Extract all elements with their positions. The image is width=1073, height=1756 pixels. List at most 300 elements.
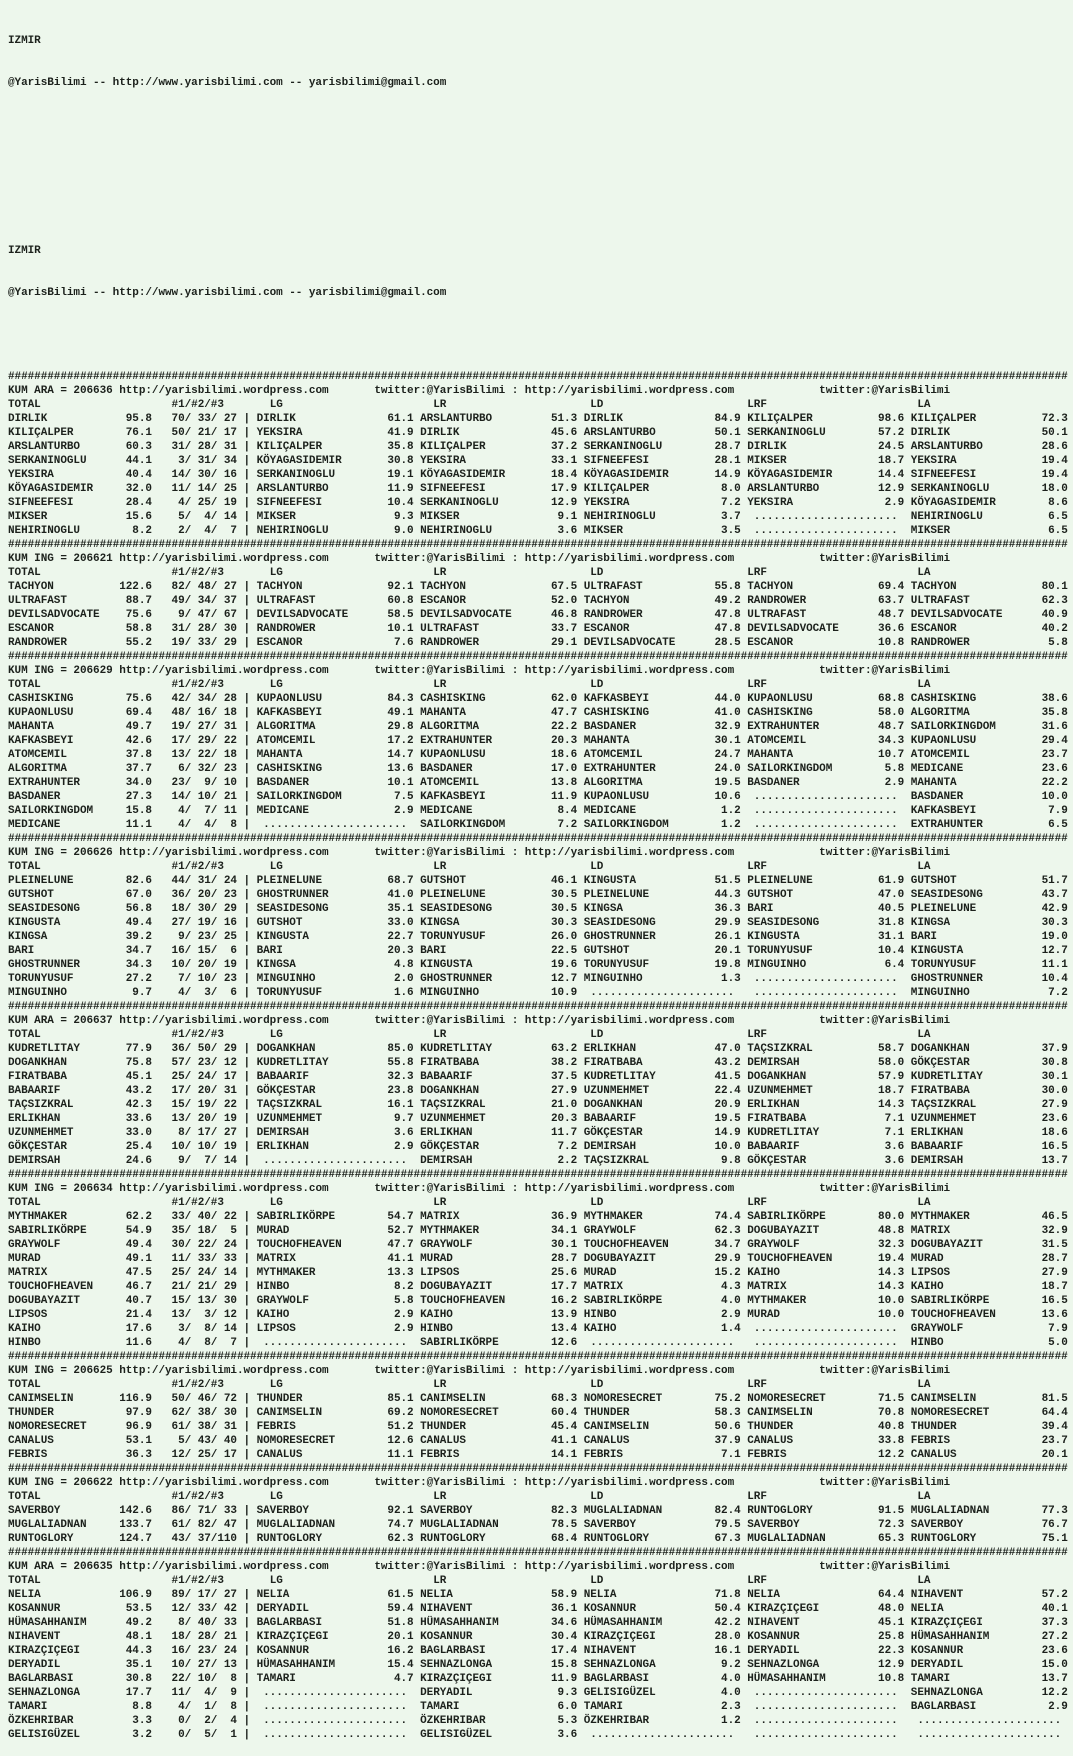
column-header: LD <box>590 679 604 691</box>
column-header: LR <box>433 1575 447 1587</box>
place-counts: 16/ 15/ 6 <box>165 945 237 957</box>
ld-cell: MUGLALIADNAN 82.4 <box>583 1505 741 1517</box>
total-value: 122.6 <box>99 581 152 593</box>
place-counts: 61/ 82/ 47 <box>165 1519 237 1531</box>
la-cell: ARSLANTURBO 28.6 <box>910 441 1068 453</box>
column-header: LRF <box>747 1379 767 1391</box>
ld-cell: TACHYON 49.2 <box>583 595 741 607</box>
spacer <box>8 202 1073 216</box>
la-cell: ULTRAFAST 62.3 <box>910 595 1068 607</box>
lr-cell: SAILORKINGDOM 7.2 <box>420 819 578 831</box>
column-header-row <box>8 566 1073 580</box>
lrf-cell: ...................... <box>747 1715 905 1727</box>
lr-cell: MATRIX 36.9 <box>420 1211 578 1223</box>
table-row: GÖKÇESTAR 25.4 10/ 10/ 19 | ERLIKHAN 2.9 GÖKÇESTAR 7.2 DEMIRSAH 10.0 BABAARIF 3.6 BABAARIF 16.5 <box>8 1141 1068 1153</box>
ld-cell: SEASIDESONG 29.9 <box>583 917 741 929</box>
place-counts: 7/ 10/ 23 <box>165 973 237 985</box>
la-cell: SABIRLIKÖRPE 16.5 <box>910 1295 1068 1307</box>
horse-name: MAHANTA <box>8 721 100 733</box>
table-row: RANDROWER 55.2 19/ 33/ 29 | ESCANOR 7.6 RANDROWER 29.1 DEVILSADVOCATE 28.5 ESCANOR 10.8 RANDROWER 5.8 <box>8 637 1068 649</box>
column-header: LG <box>269 1575 283 1587</box>
lg-cell: ATOMCEMIL 17.2 <box>256 735 414 747</box>
column-header: LA <box>917 567 931 579</box>
lg-cell: SEASIDESONG 35.1 <box>256 903 414 915</box>
lg-cell: CASHISKING 13.6 <box>256 763 414 775</box>
place-counts: 17/ 20/ 31 <box>165 1085 237 1097</box>
place-counts: 10/ 27/ 13 <box>165 1659 237 1671</box>
lrf-cell: HÜMASAHHANIM 10.8 <box>747 1673 905 1685</box>
total-value: 15.8 <box>99 805 152 817</box>
horse-name: SERKANINOGLU <box>8 455 100 467</box>
place-counts: 12/ 33/ 42 <box>165 1603 237 1615</box>
lg-cell: THUNDER 85.1 <box>256 1393 414 1405</box>
la-cell: ERLIKHAN 18.6 <box>910 1127 1068 1139</box>
table-row: KIRAZÇIÇEGI 44.3 16/ 23/ 24 | KOSANNUR 16.2 BAGLARBASI 17.4 NIHAVENT 16.1 DERYADIL 22.3 KOSANNUR 23.6 <box>8 1645 1068 1657</box>
total-value: 42.3 <box>99 1099 152 1111</box>
column-header: TOTAL <box>8 567 41 579</box>
total-value: 56.8 <box>99 903 152 915</box>
total-value: 67.0 <box>99 889 152 901</box>
lr-cell: GHOSTRUNNER 12.7 <box>420 973 578 985</box>
table-row: SEHNAZLONGA 17.7 11/ 4/ 9 | ...................... DERYADIL 9.3 GELISIGÜZEL 4.0 ...................... SEHNAZLONGA 12.2 <box>8 1687 1068 1699</box>
column-header: #1/#2/#3 <box>171 1197 224 1209</box>
lrf-cell: MATRIX 14.3 <box>747 1281 905 1293</box>
table-row: RUNTOGLORY 124.7 43/ 37/110 | RUNTOGLORY 62.3 RUNTOGLORY 68.4 RUNTOGLORY 67.3 MUGLALIADNAN 65.3 RUNTOGLORY 75.1 <box>8 1533 1068 1545</box>
lr-cell: KILIÇALPER 37.2 <box>420 441 578 453</box>
lrf-cell: KUDRETLITAY 7.1 <box>747 1127 905 1139</box>
lrf-cell: KIRAZÇIÇEGI 48.0 <box>747 1603 905 1615</box>
place-counts: 10/ 20/ 19 <box>165 959 237 971</box>
la-cell: TACHYON 80.1 <box>910 581 1068 593</box>
la-cell: ...................... <box>910 1715 1068 1727</box>
ld-cell: MEDICANE 1.2 <box>583 805 741 817</box>
lr-cell: DEMIRSAH 2.2 <box>420 1155 578 1167</box>
total-value: 36.3 <box>99 1449 152 1461</box>
section-title: KUM ING = 206634 <box>8 1183 113 1195</box>
column-header: LR <box>433 1197 447 1209</box>
place-counts: 6/ 32/ 23 <box>165 763 237 775</box>
lr-cell: HINBO 13.4 <box>420 1323 578 1335</box>
horse-name: DERYADIL <box>8 1659 100 1671</box>
column-header: LR <box>433 567 447 579</box>
table-row: DIRLIK 95.8 70/ 33/ 27 | DIRLIK 61.1 ARSLANTURBO 51.3 DIRLIK 84.9 KILIÇALPER 98.6 KILIÇALPER 72.3 <box>8 413 1068 425</box>
place-counts: 16/ 23/ 24 <box>165 1645 237 1657</box>
total-value: 60.3 <box>99 441 152 453</box>
lrf-cell: MINGUINHO 6.4 <box>747 959 905 971</box>
place-counts: 8/ 40/ 33 <box>165 1617 237 1629</box>
total-value: 8.2 <box>99 525 152 537</box>
la-cell: ...................... <box>910 1729 1068 1741</box>
ld-cell: KOSANNUR 50.4 <box>583 1603 741 1615</box>
lg-cell: SIFNEEFESI 10.4 <box>256 497 414 509</box>
la-cell: KINGSA 30.3 <box>910 917 1068 929</box>
ld-cell: UZUNMEHMET 22.4 <box>583 1085 741 1097</box>
lg-cell: ERLIKHAN 2.9 <box>256 1141 414 1153</box>
total-value: 95.8 <box>99 413 152 425</box>
twitter-handle: twitter:@YarisBilimi <box>374 1561 506 1573</box>
table-row: FEBRIS 36.3 12/ 25/ 17 | CANALUS 11.1 FEBRIS 14.1 FEBRIS 7.1 FEBRIS 12.2 CANALUS 20.1 <box>8 1449 1068 1461</box>
section-divider: ################################################################################################################################################################## <box>8 1547 1068 1559</box>
twitter-handle: twitter:@YarisBilimi <box>374 385 506 397</box>
place-counts: 89/ 17/ 27 <box>165 1589 237 1601</box>
total-value: 124.7 <box>99 1533 152 1545</box>
horse-name: DOGANKHAN <box>8 1057 100 1069</box>
la-cell: BABAARIF 16.5 <box>910 1141 1068 1153</box>
lr-cell: ÖZKEHRIBAR 5.3 <box>420 1715 578 1727</box>
lrf-cell: MUGLALIADNAN 65.3 <box>747 1533 905 1545</box>
place-counts: 21/ 21/ 29 <box>165 1281 237 1293</box>
section-header: KUM ING = 206626 http://yarisbilimi.wordpress.com twitter:@YarisBilimi : http://yarisbilimi.wordpress.com twitter:@YarisBilimi <box>8 847 950 859</box>
total-value: 75.6 <box>99 609 152 621</box>
total-value: 53.1 <box>99 1435 152 1447</box>
la-cell: UZUNMEHMET 23.6 <box>910 1113 1068 1125</box>
lrf-cell: ...................... <box>747 805 905 817</box>
total-value: 11.1 <box>99 819 152 831</box>
horse-name: KINGUSTA <box>8 917 100 929</box>
column-header: LD <box>590 567 604 579</box>
lr-cell: NEHIRINOGLU 3.6 <box>420 525 578 537</box>
column-header: LR <box>433 1379 447 1391</box>
twitter-handle: twitter:@YarisBilimi <box>374 665 506 677</box>
lr-cell: ESCANOR 52.0 <box>420 595 578 607</box>
column-header: LD <box>590 861 604 873</box>
table-row: CANIMSELIN 116.9 50/ 46/ 72 | THUNDER 85.1 CANIMSELIN 68.3 NOMORESECRET 75.2 NOMORESECRET 71.5 CANIMSELIN 81.5 <box>8 1393 1068 1405</box>
horse-name: FEBRIS <box>8 1449 100 1461</box>
table-row: TOUCHOFHEAVEN 46.7 21/ 21/ 29 | HINBO 8.2 DOGUBAYAZIT 17.7 MATRIX 4.3 MATRIX 14.3 KAIHO 18.7 <box>8 1281 1068 1293</box>
la-cell: YEKSIRA 19.4 <box>910 455 1068 467</box>
ld-cell: ATOMCEMIL 24.7 <box>583 749 741 761</box>
ld-cell: RUNTOGLORY 67.3 <box>583 1533 741 1545</box>
spacer <box>8 160 1073 174</box>
table-row: EXTRAHUNTER 34.0 23/ 9/ 10 | BASDANER 10.1 ATOMCEMIL 13.8 ALGORITMA 19.5 BASDANER 2.9 MAHANTA 22.2 <box>8 777 1068 789</box>
lg-cell: ESCANOR 7.6 <box>256 637 414 649</box>
lr-cell: FIRATBABA 38.2 <box>420 1057 578 1069</box>
column-header: LRF <box>747 1491 767 1503</box>
twitter-handle: twitter:@YarisBilimi <box>819 847 950 859</box>
lg-cell: NELIA 61.5 <box>256 1589 414 1601</box>
lrf-cell: TAÇSIZKRAL 58.7 <box>747 1043 905 1055</box>
place-counts: 14/ 10/ 21 <box>165 791 237 803</box>
horse-name: EXTRAHUNTER <box>8 777 100 789</box>
lrf-cell: NOMORESECRET 71.5 <box>747 1393 905 1405</box>
lg-cell: MYTHMAKER 13.3 <box>256 1267 414 1279</box>
total-value: 45.1 <box>99 1071 152 1083</box>
lrf-cell: ...................... <box>747 1323 905 1335</box>
la-cell: ATOMCEMIL 23.7 <box>910 749 1068 761</box>
section-title: KUM ARA = 206636 <box>8 385 113 397</box>
place-counts: 9/ 47/ 67 <box>165 609 237 621</box>
total-value: 44.3 <box>99 1645 152 1657</box>
table-row: CASHISKING 75.6 42/ 34/ 28 | KUPAONLUSU 84.3 CASHISKING 62.0 KAFKASBEYI 44.0 KUPAONLUSU 68.8 CASHISKING 38.6 <box>8 693 1068 705</box>
place-counts: 18/ 28/ 21 <box>165 1631 237 1643</box>
wordpress-url: http://yarisbilimi.wordpress.com <box>119 847 329 859</box>
la-cell: SEHNAZLONGA 12.2 <box>910 1687 1068 1699</box>
lr-cell: RUNTOGLORY 68.4 <box>420 1533 578 1545</box>
horse-name: ÖZKEHRIBAR <box>8 1715 100 1727</box>
la-cell: MATRIX 32.9 <box>910 1225 1068 1237</box>
column-header: #1/#2/#3 <box>171 567 224 579</box>
lr-cell: TACHYON 67.5 <box>420 581 578 593</box>
ld-cell: KIRAZÇIÇEGI 28.0 <box>583 1631 741 1643</box>
table-row: KINGUSTA 49.4 27/ 19/ 16 | GUTSHOT 33.0 KINGSA 30.3 SEASIDESONG 29.9 SEASIDESONG 31.8 KINGSA 30.3 <box>8 917 1068 929</box>
lg-cell: LIPSOS 2.9 <box>256 1323 414 1335</box>
place-counts: 42/ 34/ 28 <box>165 693 237 705</box>
lr-cell: KINGSA 30.3 <box>420 917 578 929</box>
lr-cell: PLEINELUNE 30.5 <box>420 889 578 901</box>
horse-name: ESCANOR <box>8 623 100 635</box>
twitter-handle: twitter:@YarisBilimi <box>374 1477 506 1489</box>
lr-cell: MEDICANE 8.4 <box>420 805 578 817</box>
place-counts: 57/ 23/ 12 <box>165 1057 237 1069</box>
la-cell: CANALUS 20.1 <box>910 1449 1068 1461</box>
column-header: LD <box>590 1197 604 1209</box>
horse-name: KÖYAGASIDEMIR <box>8 483 100 495</box>
lrf-cell: MIKSER 18.7 <box>747 455 905 467</box>
lrf-cell: KAIHO 14.3 <box>747 1267 905 1279</box>
column-header: LA <box>917 399 931 411</box>
horse-name: TOUCHOFHEAVEN <box>8 1281 100 1293</box>
lg-cell: MUGLALIADNAN 74.7 <box>256 1519 414 1531</box>
wordpress-url: http://yarisbilimi.wordpress.com <box>524 1561 735 1573</box>
horse-name: MINGUINHO <box>8 987 100 999</box>
la-cell: SAVERBOY 76.7 <box>910 1519 1068 1531</box>
table-row: DERYADIL 35.1 10/ 27/ 13 | HÜMASAHHANIM 15.4 SEHNAZLONGA 15.8 SEHNAZLONGA 9.2 SEHNAZLONGA 12.9 DERYADIL 15.0 <box>8 1659 1068 1671</box>
total-value: 69.4 <box>99 707 152 719</box>
table-row: HINBO 11.6 4/ 8/ 7 | ...................... SABIRLIKÖRPE 12.6 ...................... ...................... HINBO 5.0 <box>8 1337 1068 1349</box>
place-counts: 12/ 25/ 17 <box>165 1449 237 1461</box>
la-cell: FIRATBABA 30.0 <box>910 1085 1068 1097</box>
ld-cell: KILIÇALPER 8.0 <box>583 483 741 495</box>
lrf-cell: YEKSIRA 2.9 <box>747 497 905 509</box>
column-header: LG <box>269 1379 283 1391</box>
horse-name: NIHAVENT <box>8 1631 100 1643</box>
table-row: BAGLARBASI 30.8 22/ 10/ 8 | TAMARI 4.7 KIRAZÇIÇEGI 11.9 BAGLARBASI 4.0 HÜMASAHHANIM 10.8 TAMARI 13.7 <box>8 1673 1068 1685</box>
lg-cell: KUDRETLITAY 55.8 <box>256 1057 414 1069</box>
column-header: LG <box>269 399 283 411</box>
place-counts: 0/ 5/ 1 <box>165 1729 237 1741</box>
total-value: 40.4 <box>99 469 152 481</box>
la-cell: GÖKÇESTAR 30.8 <box>910 1057 1068 1069</box>
la-cell: DEVILSADVOCATE 40.9 <box>910 609 1068 621</box>
column-header-row <box>8 1028 1073 1042</box>
lr-cell: ARSLANTURBO 51.3 <box>420 413 578 425</box>
place-counts: 11/ 14/ 25 <box>165 483 237 495</box>
lrf-cell: UZUNMEHMET 18.7 <box>747 1085 905 1097</box>
total-value: 17.6 <box>99 1323 152 1335</box>
twitter-handle: twitter:@YarisBilimi <box>819 1365 950 1377</box>
total-value: 34.0 <box>99 777 152 789</box>
total-value: 11.6 <box>99 1337 152 1349</box>
ld-cell: ULTRAFAST 55.8 <box>583 581 741 593</box>
lg-cell: NOMORESECRET 12.6 <box>256 1435 414 1447</box>
wordpress-url: http://yarisbilimi.wordpress.com <box>119 1477 329 1489</box>
lr-cell: ERLIKHAN 11.7 <box>420 1127 578 1139</box>
lr-cell: GELISIGÜZEL 3.6 <box>420 1729 578 1741</box>
la-cell: BAGLARBASI 2.9 <box>910 1701 1068 1713</box>
lg-cell: UZUNMEHMET 9.7 <box>256 1113 414 1125</box>
ld-cell: MINGUINHO 1.3 <box>583 973 741 985</box>
section-divider: ################################################################################################################################################################## <box>8 539 1068 551</box>
total-value: 49.4 <box>99 917 152 929</box>
place-counts: 19/ 33/ 29 <box>165 637 237 649</box>
table-row: BASDANER 27.3 14/ 10/ 21 | SAILORKINGDOM 7.5 KAFKASBEYI 11.9 KUPAONLUSU 10.6 ...................... BASDANER 10.0 <box>8 791 1068 803</box>
lr-cell: CANALUS 41.1 <box>420 1435 578 1447</box>
place-counts: 10/ 10/ 19 <box>165 1141 237 1153</box>
horse-name: GHOSTRUNNER <box>8 959 100 971</box>
lg-cell: KILIÇALPER 35.8 <box>256 441 414 453</box>
total-value: 17.7 <box>99 1687 152 1699</box>
total-value: 30.8 <box>99 1673 152 1685</box>
lg-cell: TORUNYUSUF 1.6 <box>256 987 414 999</box>
table-row: GHOSTRUNNER 34.3 10/ 20/ 19 | KINGSA 4.8 KINGUSTA 19.6 TORUNYUSUF 19.8 MINGUINHO 6.4 TORUNYUSUF 11.1 <box>8 959 1068 971</box>
lr-cell: SERKANINOGLU 12.9 <box>420 497 578 509</box>
table-row: MUGLALIADNAN 133.7 61/ 82/ 47 | MUGLALIADNAN 74.7 MUGLALIADNAN 78.5 SAVERBOY 79.5 SAVERBOY 72.3 SAVERBOY 76.7 <box>8 1519 1068 1531</box>
lg-cell: CANALUS 11.1 <box>256 1449 414 1461</box>
lrf-cell: GUTSHOT 47.0 <box>747 889 905 901</box>
horse-name: CASHISKING <box>8 693 100 705</box>
column-header: #1/#2/#3 <box>171 1491 224 1503</box>
place-counts: 17/ 29/ 22 <box>165 735 237 747</box>
lrf-cell: DEMIRSAH 58.0 <box>747 1057 905 1069</box>
la-cell: CASHISKING 38.6 <box>910 693 1068 705</box>
ld-cell: GHOSTRUNNER 26.1 <box>583 931 741 943</box>
total-value: 3.2 <box>99 1729 152 1741</box>
total-value: 75.6 <box>99 693 152 705</box>
lrf-cell: THUNDER 40.8 <box>747 1421 905 1433</box>
lrf-cell: GRAYWOLF 32.3 <box>747 1239 905 1251</box>
ld-cell: DOGUBAYAZIT 29.9 <box>583 1253 741 1265</box>
total-value: 27.3 <box>99 791 152 803</box>
lg-cell: MURAD 52.7 <box>256 1225 414 1237</box>
ld-cell: ...................... <box>583 1729 741 1741</box>
lrf-cell: ATOMCEMIL 34.3 <box>747 735 905 747</box>
total-value: 34.7 <box>99 945 152 957</box>
la-cell: FEBRIS 23.7 <box>910 1435 1068 1447</box>
table-row: NOMORESECRET 96.9 61/ 38/ 31 | FEBRIS 51.2 THUNDER 45.4 CANIMSELIN 50.6 THUNDER 40.8 THUNDER 39.4 <box>8 1421 1068 1433</box>
twitter-handle: twitter:@YarisBilimi <box>374 553 506 565</box>
table-row: LIPSOS 21.4 13/ 3/ 12 | KAIHO 2.9 KAIHO 13.9 HINBO 2.9 MURAD 10.0 TOUCHOFHEAVEN 13.6 <box>8 1309 1068 1321</box>
la-cell: TAÇSIZKRAL 27.9 <box>910 1099 1068 1111</box>
horse-name: KAFKASBEYI <box>8 735 100 747</box>
horse-name: KUPAONLUSU <box>8 707 100 719</box>
lr-cell: SEHNAZLONGA 15.8 <box>420 1659 578 1671</box>
la-cell: RANDROWER 5.8 <box>910 637 1068 649</box>
lr-cell: TORUNYUSUF 26.0 <box>420 931 578 943</box>
place-counts: 3/ 8/ 14 <box>165 1323 237 1335</box>
column-header: LRF <box>747 1197 767 1209</box>
ld-cell: TAÇSIZKRAL 9.8 <box>583 1155 741 1167</box>
lg-cell: ARSLANTURBO 11.9 <box>256 483 414 495</box>
twitter-handle: twitter:@YarisBilimi <box>819 385 950 397</box>
ld-cell: KAIHO 1.4 <box>583 1323 741 1335</box>
table-row: HÜMASAHHANIM 49.2 8/ 40/ 33 | BAGLARBASI 51.8 HÜMASAHHANIM 34.6 HÜMASAHHANIM 42.2 NIHAVENT 45.1 KIRAZÇIÇEGI 37.3 <box>8 1617 1068 1629</box>
lr-cell: KAIHO 13.9 <box>420 1309 578 1321</box>
la-cell: NELIA 40.1 <box>910 1603 1068 1615</box>
wordpress-url: http://yarisbilimi.wordpress.com <box>119 385 329 397</box>
ld-cell: BASDANER 32.9 <box>583 721 741 733</box>
table-row: FIRATBABA 45.1 25/ 24/ 17 | BABAARIF 32.3 BABAARIF 37.5 KUDRETLITAY 41.5 DOGANKHAN 57.9 KUDRETLITAY 30.1 <box>8 1071 1068 1083</box>
horse-name: DOGUBAYAZIT <box>8 1295 100 1307</box>
place-counts: 31/ 28/ 30 <box>165 623 237 635</box>
lg-cell: KAFKASBEYI 49.1 <box>256 707 414 719</box>
lrf-cell: CANIMSELIN 70.8 <box>747 1407 905 1419</box>
table-row: MEDICANE 11.1 4/ 4/ 8 | ...................... SAILORKINGDOM 7.2 SAILORKINGDOM 1.2 ...................... EXTRAHUNTER 6.5 <box>8 819 1068 831</box>
ld-cell: BAGLARBASI 4.0 <box>583 1673 741 1685</box>
horse-name: HÜMASAHHANIM <box>8 1617 100 1629</box>
lg-cell: FEBRIS 51.2 <box>256 1421 414 1433</box>
twitter-handle: twitter:@YarisBilimi <box>819 553 950 565</box>
lrf-cell: GÖKÇESTAR 3.6 <box>747 1155 905 1167</box>
ld-cell: MATRIX 4.3 <box>583 1281 741 1293</box>
lrf-cell: DIRLIK 24.5 <box>747 441 905 453</box>
ld-cell: KINGSA 36.3 <box>583 903 741 915</box>
ld-cell: NOMORESECRET 75.2 <box>583 1393 741 1405</box>
table-row: ATOMCEMIL 37.8 13/ 22/ 18 | MAHANTA 14.7 KUPAONLUSU 18.6 ATOMCEMIL 24.7 MAHANTA 10.7 ATOMCEMIL 23.7 <box>8 749 1068 761</box>
lg-cell: TACHYON 92.1 <box>256 581 414 593</box>
table-row: DOGANKHAN 75.8 57/ 23/ 12 | KUDRETLITAY 55.8 FIRATBABA 38.2 FIRATBABA 43.2 DEMIRSAH 58.0 GÖKÇESTAR 30.8 <box>8 1057 1068 1069</box>
lrf-cell: ...................... <box>747 1337 905 1349</box>
place-counts: 15/ 13/ 30 <box>165 1295 237 1307</box>
column-header: LRF <box>747 1029 767 1041</box>
lr-cell: GÖKÇESTAR 7.2 <box>420 1141 578 1153</box>
column-header: LD <box>590 399 604 411</box>
ld-cell: ALGORITMA 19.5 <box>583 777 741 789</box>
horse-name: NELIA <box>8 1589 100 1601</box>
section-title: KUM ING = 206622 <box>8 1477 113 1489</box>
lrf-cell: ...................... <box>747 791 905 803</box>
wordpress-url: http://yarisbilimi.wordpress.com <box>524 1477 735 1489</box>
lrf-cell: ...................... <box>747 987 905 999</box>
lr-cell: BAGLARBASI 17.4 <box>420 1645 578 1657</box>
lr-cell: DEVILSADVOCATE 46.8 <box>420 609 578 621</box>
horse-name: ATOMCEMIL <box>8 749 100 761</box>
ld-cell: HINBO 2.9 <box>583 1309 741 1321</box>
table-row: DEMIRSAH 24.6 9/ 7/ 14 | ...................... DEMIRSAH 2.2 TAÇSIZKRAL 9.8 GÖKÇESTAR 3.6 DEMIRSAH 13.7 <box>8 1155 1068 1167</box>
column-header: TOTAL <box>8 1575 41 1587</box>
column-header: #1/#2/#3 <box>171 1379 224 1391</box>
section-header: KUM ING = 206634 http://yarisbilimi.wordpress.com twitter:@YarisBilimi : http://yarisbilimi.wordpress.com twitter:@YarisBilimi <box>8 1183 950 1195</box>
place-counts: 4/ 3/ 6 <box>165 987 237 999</box>
ld-cell: NELIA 71.8 <box>583 1589 741 1601</box>
la-cell: GRAYWOLF 7.9 <box>910 1323 1068 1335</box>
column-header: LG <box>269 1029 283 1041</box>
lg-cell: SAILORKINGDOM 7.5 <box>256 791 414 803</box>
horse-name: KOSANNUR <box>8 1603 100 1615</box>
lrf-cell: ...................... <box>747 525 905 537</box>
lrf-cell: TACHYON 69.4 <box>747 581 905 593</box>
table-row: KUPAONLUSU 69.4 48/ 16/ 18 | KAFKASBEYI 49.1 MAHANTA 47.7 CASHISKING 41.0 CASHISKING 58.0 ALGORITMA 35.8 <box>8 707 1068 719</box>
place-counts: 9/ 7/ 14 <box>165 1155 237 1167</box>
table-row: TAMARI 8.8 4/ 1/ 8 | ...................... TAMARI 6.0 TAMARI 2.3 ...................... BAGLARBASI 2.9 <box>8 1701 1068 1713</box>
wordpress-url: http://yarisbilimi.wordpress.com <box>119 1183 329 1195</box>
table-row: CANALUS 53.1 5/ 43/ 40 | NOMORESECRET 12.6 CANALUS 41.1 CANALUS 37.9 CANALUS 33.8 FEBRIS 23.7 <box>8 1435 1068 1447</box>
place-counts: 27/ 19/ 16 <box>165 917 237 929</box>
horse-name: UZUNMEHMET <box>8 1127 100 1139</box>
lrf-cell: TORUNYUSUF 10.4 <box>747 945 905 957</box>
la-cell: MURAD 28.7 <box>910 1253 1068 1265</box>
ld-cell: ÖZKEHRIBAR 1.2 <box>583 1715 741 1727</box>
ld-cell: MYTHMAKER 74.4 <box>583 1211 741 1223</box>
lrf-cell: SAILORKINGDOM 5.8 <box>747 763 905 775</box>
ld-cell: NEHIRINOGLU 3.7 <box>583 511 741 523</box>
column-header-row <box>8 678 1073 692</box>
lg-cell: CANIMSELIN 69.2 <box>256 1407 414 1419</box>
column-header: #1/#2/#3 <box>171 1575 224 1587</box>
lg-cell: RANDROWER 10.1 <box>256 623 414 635</box>
table-row: UZUNMEHMET 33.0 8/ 17/ 27 | DEMIRSAH 3.6 ERLIKHAN 11.7 GÖKÇESTAR 14.9 KUDRETLITAY 7.1 ERLIKHAN 18.6 <box>8 1127 1068 1139</box>
ld-cell: ...................... <box>583 1337 741 1349</box>
ld-cell: ARSLANTURBO 50.1 <box>583 427 741 439</box>
